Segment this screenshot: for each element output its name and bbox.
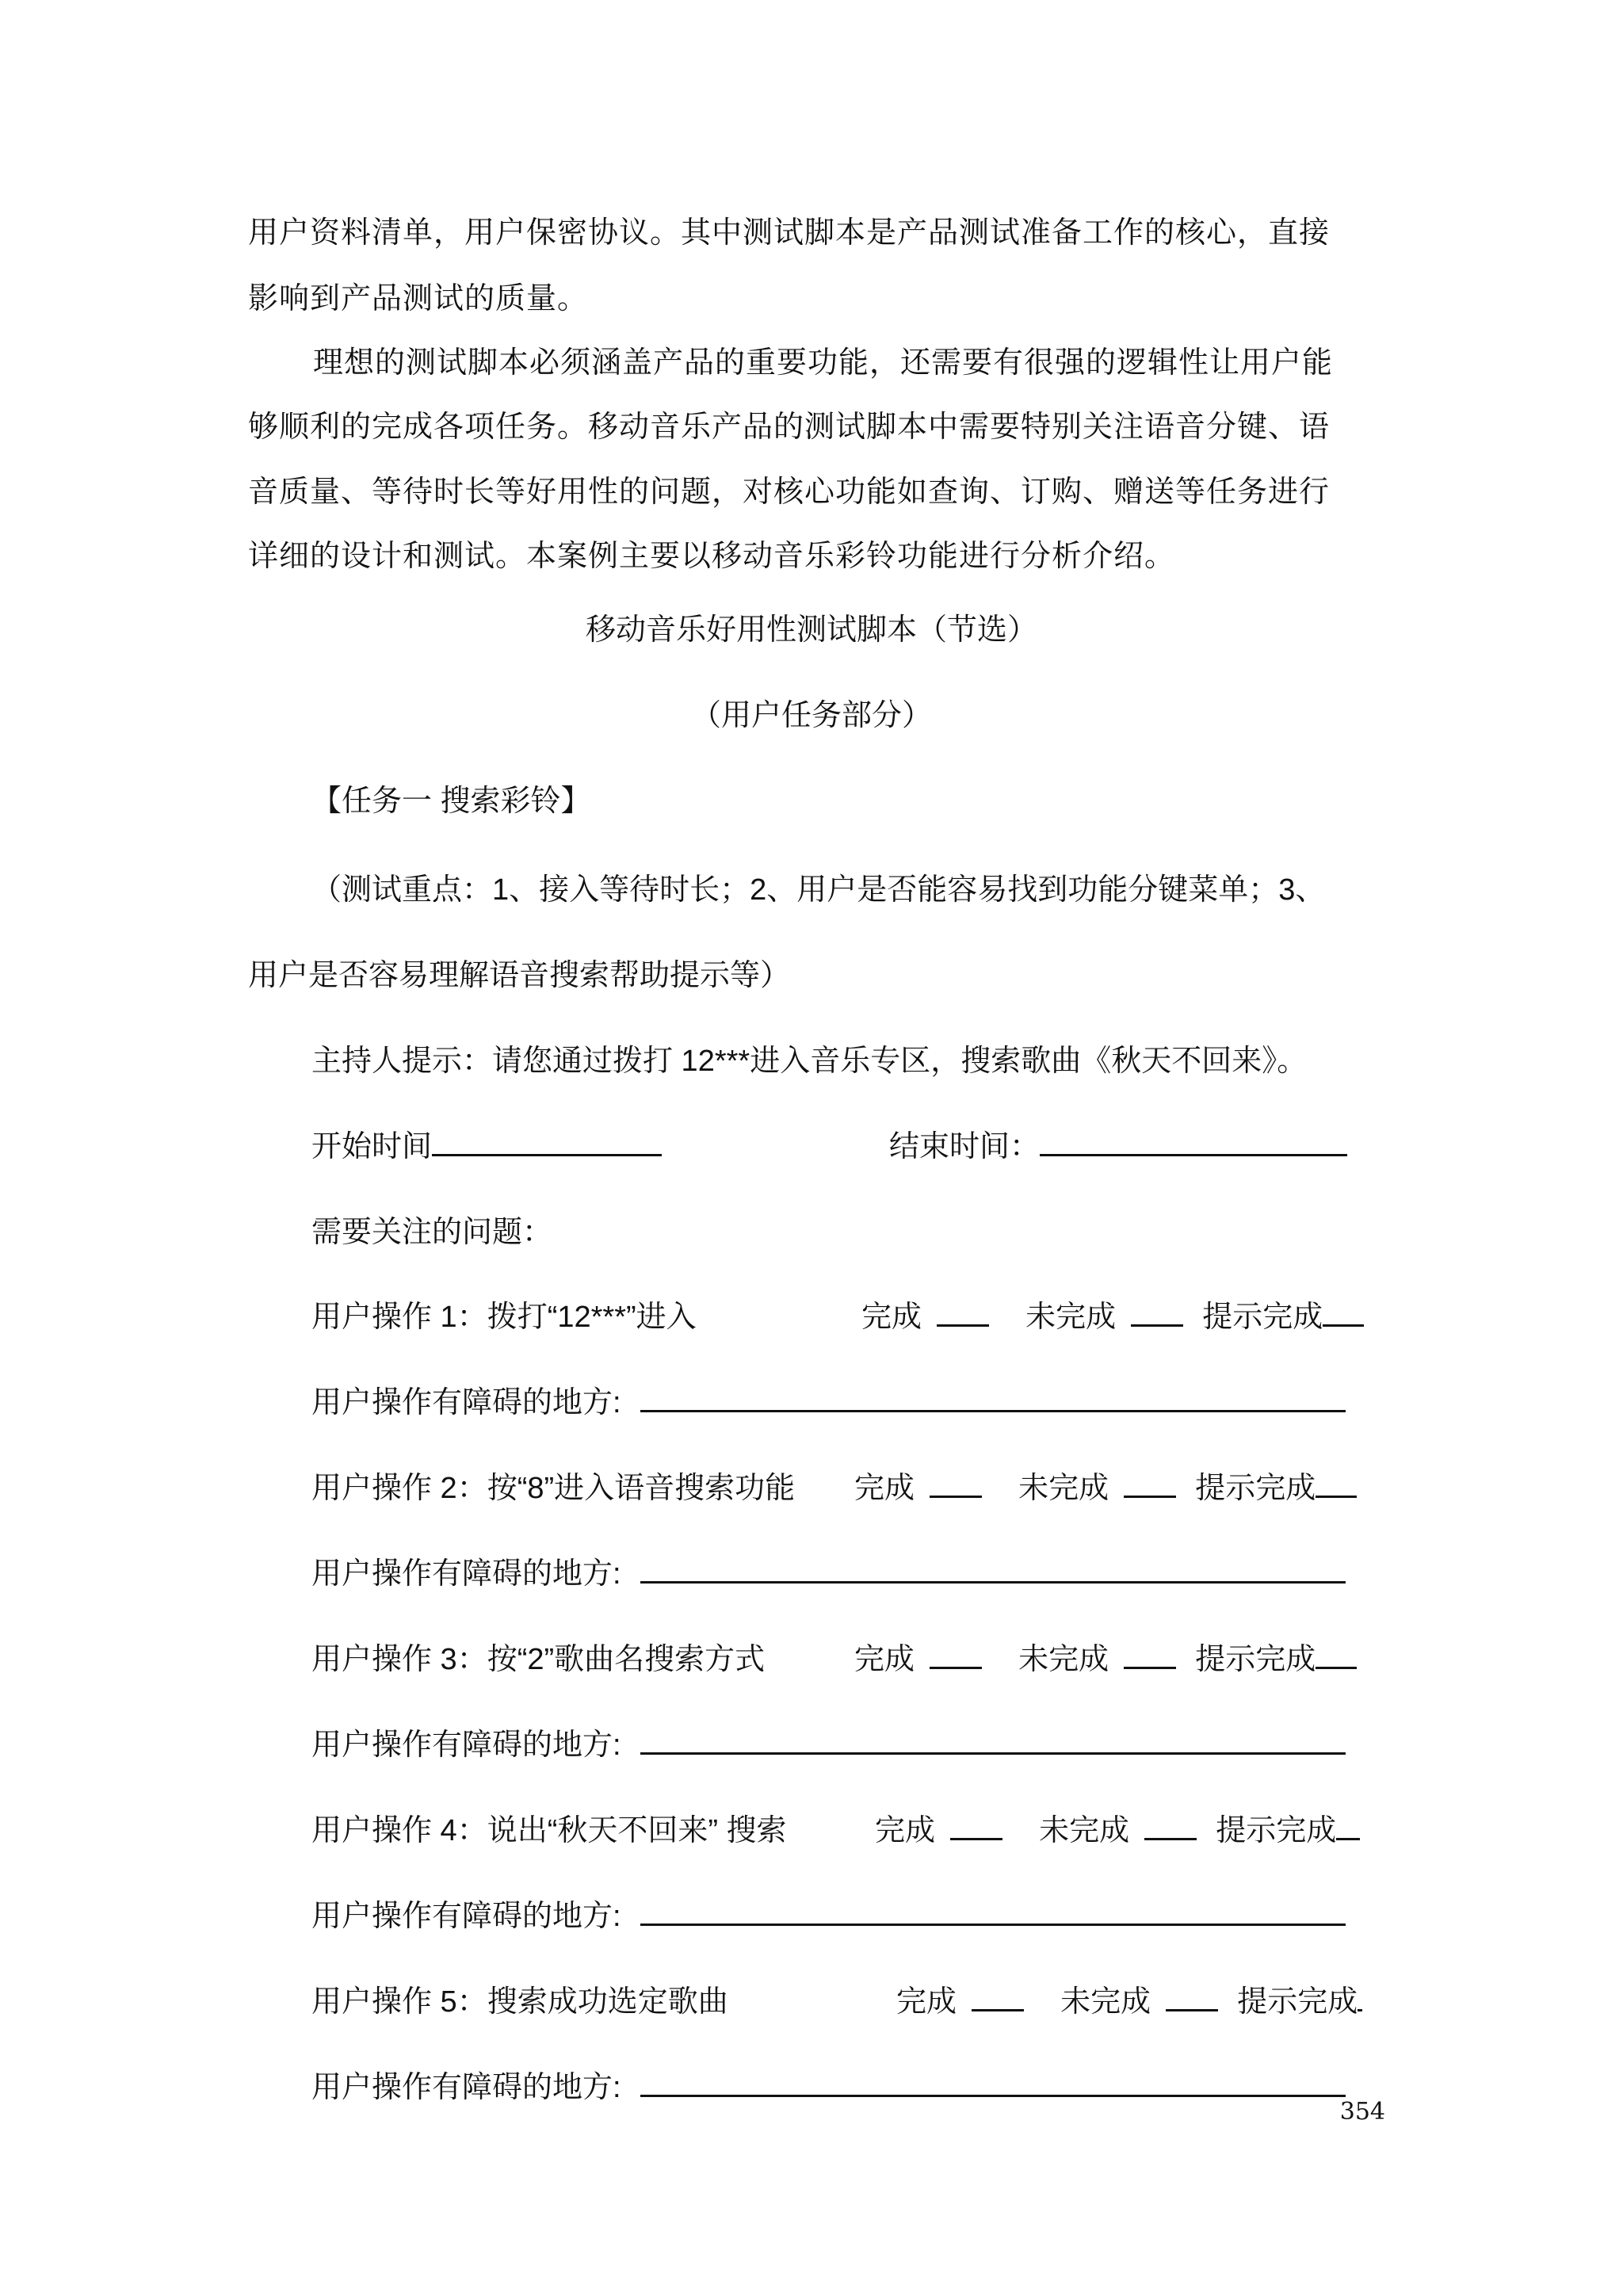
obstacle-label: 用户操作有障碍的地方:: [311, 2071, 621, 2104]
operation-1-status: [861, 1292, 1364, 1335]
end-time-label: 结束时间：: [889, 1130, 1041, 1163]
incomplete-label: 未完成: [1060, 1985, 1151, 2019]
obstacle-label: 用户操作有障碍的地方:: [311, 1900, 621, 1933]
operation-2-status: [854, 1463, 1357, 1507]
incomplete-field[interactable]: [1166, 1982, 1218, 2011]
operation-3-status: [854, 1634, 1357, 1678]
incomplete-label: 未完成: [1039, 1814, 1130, 1847]
prompted-field[interactable]: [1336, 1811, 1360, 1840]
obstacle-field[interactable]: [640, 1554, 1346, 1584]
complete-field[interactable]: [930, 1469, 982, 1498]
prompted-label: 提示完成: [1202, 1301, 1323, 1334]
operation-1-obstacle-row: [311, 1377, 1346, 1421]
incomplete-label: 未完成: [1018, 1472, 1109, 1505]
operation-5-status: [896, 1977, 1362, 2020]
paragraph-2-line-2: 够顺利的完成各项任务。移动音乐产品的测试脚本中需要特别关注语音分键、语: [248, 409, 1331, 444]
complete-label: 完成: [854, 1472, 915, 1505]
paragraph-1-line-2: 影响到产品测试的质量。: [248, 281, 589, 315]
task-heading: 【任务一 搜索彩铃】: [311, 785, 591, 818]
incomplete-field[interactable]: [1131, 1297, 1183, 1327]
start-time-field[interactable]: [432, 1127, 662, 1156]
operation-2-label: 用户操作 2：按“8”进入语音搜索功能: [311, 1472, 796, 1505]
end-time-field[interactable]: [1040, 1127, 1347, 1156]
obstacle-field[interactable]: [640, 1383, 1346, 1412]
obstacle-label: 用户操作有障碍的地方:: [311, 1386, 621, 1419]
complete-label: 完成: [896, 1985, 957, 2019]
host-prompt: 主持人提示：请您通过拨打 12***进入音乐专区，搜索歌曲《秋天不回来》。: [311, 1045, 1308, 1078]
operation-4-obstacle-row: [311, 1891, 1346, 1935]
operation-3-label: 用户操作 3：按“2”歌曲名搜索方式: [311, 1643, 766, 1676]
operation-2-obstacle-row: [311, 1549, 1346, 1592]
prompted-label: 提示完成: [1216, 1814, 1337, 1847]
paragraph-2-line-1: 理想的测试脚本必须涵盖产品的重要功能，还需要有很强的逻辑性让用户能: [313, 345, 1334, 380]
complete-label: 完成: [854, 1643, 915, 1676]
operation-1-label: 用户操作 1：拨打“12***”进入: [311, 1301, 697, 1334]
start-time-label: 开始时间: [311, 1130, 433, 1163]
complete-field[interactable]: [972, 1982, 1024, 2011]
paragraph-1-line-1: 用户资料清单，用户保密协议。其中测试脚本是产品测试准备工作的核心，直接: [248, 215, 1331, 250]
test-focus-line-2: 用户是否容易理解语音搜索帮助提示等）: [248, 959, 791, 992]
complete-field[interactable]: [930, 1640, 982, 1669]
incomplete-label: 未完成: [1025, 1301, 1117, 1334]
incomplete-label: 未完成: [1018, 1643, 1109, 1676]
paragraph-2-line-4: 详细的设计和测试。本案例主要以移动音乐彩铃功能进行分析介绍。: [248, 538, 1176, 573]
issues-label: 需要关注的问题：: [311, 1216, 553, 1249]
script-title: 移动音乐好用性测试脚本（节选）: [585, 613, 1037, 647]
prompted-label: 提示完成: [1237, 1985, 1358, 2019]
incomplete-field[interactable]: [1124, 1640, 1176, 1669]
test-focus-line-1: （测试重点：1、接入等待时长；2、用户是否能容易找到功能分键菜单；3、: [311, 873, 1326, 907]
obstacle-field[interactable]: [640, 2068, 1346, 2097]
end-time-row: [889, 1121, 1347, 1165]
obstacle-label: 用户操作有障碍的地方:: [311, 1557, 621, 1591]
paragraph-2-line-3: 音质量、等待时长等好用性的问题，对核心功能如查询、订购、赠送等任务进行: [248, 474, 1331, 509]
start-time-row: [311, 1121, 662, 1165]
complete-field[interactable]: [937, 1297, 989, 1327]
operation-3-obstacle-row: [311, 1720, 1346, 1763]
prompted-field[interactable]: [1316, 1469, 1357, 1498]
incomplete-field[interactable]: [1124, 1469, 1176, 1498]
operation-5-label: 用户操作 5：搜索成功选定歌曲: [311, 1985, 728, 2019]
incomplete-field[interactable]: [1144, 1811, 1197, 1840]
obstacle-label: 用户操作有障碍的地方:: [311, 1729, 621, 1762]
operation-5-obstacle-row: [311, 2062, 1346, 2106]
complete-label: 完成: [875, 1814, 936, 1847]
operation-4-label: 用户操作 4：说出“秋天不回来” 搜索: [311, 1814, 787, 1847]
script-subtitle: （用户任务部分）: [690, 699, 932, 732]
page-number: 354: [1339, 2098, 1385, 2126]
prompted-field[interactable]: [1358, 1982, 1362, 2011]
obstacle-field[interactable]: [640, 1897, 1346, 1926]
operation-4-status: [875, 1805, 1360, 1849]
prompted-label: 提示完成: [1195, 1643, 1316, 1676]
complete-field[interactable]: [950, 1811, 1002, 1840]
complete-label: 完成: [861, 1301, 922, 1334]
prompted-field[interactable]: [1316, 1640, 1357, 1669]
obstacle-field[interactable]: [640, 1725, 1346, 1755]
prompted-field[interactable]: [1323, 1297, 1364, 1327]
prompted-label: 提示完成: [1195, 1472, 1316, 1505]
